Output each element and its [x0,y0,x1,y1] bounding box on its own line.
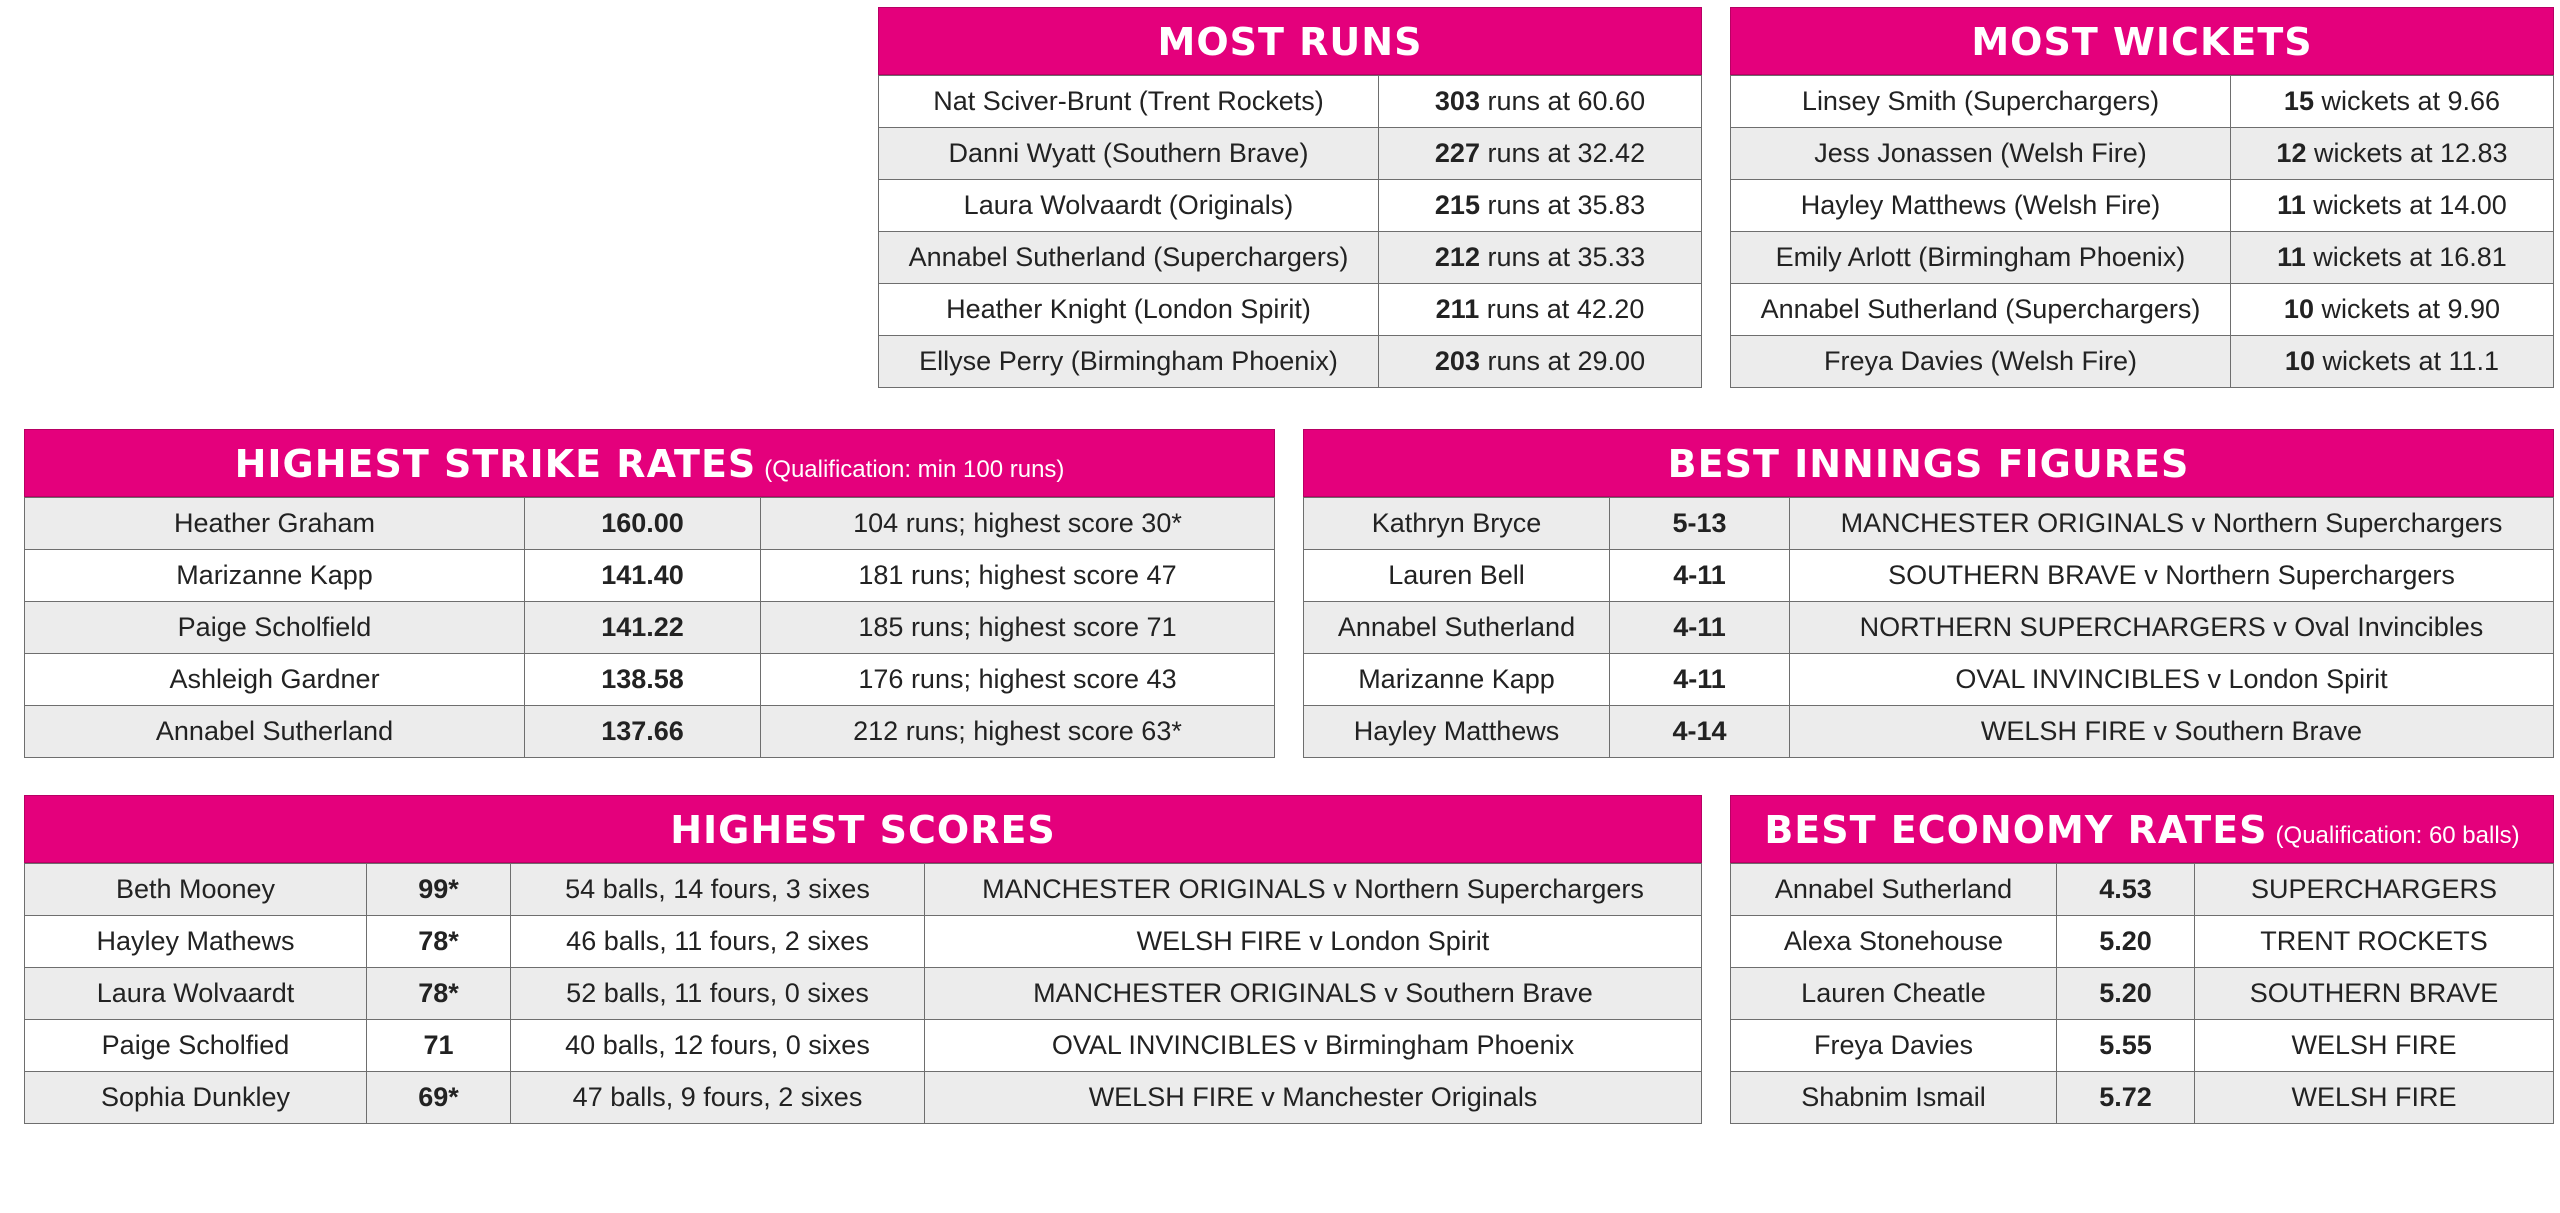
player-cell: Linsey Smith (Superchargers) [1731,76,2231,128]
match-cell: SOUTHERN BRAVE v Northern Superchargers [1790,550,2554,602]
detail-cell: 176 runs; highest score 43 [761,654,1275,706]
player-cell: Freya Davies [1731,1020,2057,1072]
table-row [1731,916,2554,968]
table-row [25,706,1275,758]
most-wickets-panel [1730,7,2554,388]
table-row [1731,76,2554,128]
table-row [25,498,1275,550]
rate-cell: 137.66 [525,706,761,758]
stat-cell: 303 runs at 60.60 [1379,76,1702,128]
table-row [1731,1072,2554,1124]
highest-scores-table [24,863,1702,1124]
player-cell: Alexa Stonehouse [1731,916,2057,968]
table-row [879,128,1702,180]
team-cell: TRENT ROCKETS [2195,916,2554,968]
strike-rates-panel [24,429,1275,758]
player-cell: Ellyse Perry (Birmingham Phoenix) [879,336,1379,388]
team-cell: SUPERCHARGERS [2195,864,2554,916]
player-cell: Danni Wyatt (Southern Brave) [879,128,1379,180]
stat-cell: 10 wickets at 9.90 [2231,284,2554,336]
best-innings-title: BEST INNINGS FIGURES [1667,442,2190,486]
table-row [879,336,1702,388]
most-wickets-header [1730,7,2554,75]
rate-cell: 141.22 [525,602,761,654]
player-cell: Marizanne Kapp [25,550,525,602]
player-cell: Hayley Matthews (Welsh Fire) [1731,180,2231,232]
economy-rates-header [1730,795,2554,863]
table-row [25,1072,1702,1124]
highest-scores-panel [24,795,1702,1124]
best-innings-table [1303,497,2554,758]
table-row [1731,1020,2554,1072]
most-wickets-table [1730,75,2554,388]
economy-rates-panel [1730,795,2554,1124]
figures-cell: 4-11 [1610,654,1790,706]
table-row [1304,498,2554,550]
detail-cell: 47 balls, 9 fours, 2 sixes [511,1072,925,1124]
player-cell: Laura Wolvaardt (Originals) [879,180,1379,232]
most-runs-panel [878,7,1702,388]
table-row [25,550,1275,602]
table-row [1304,602,2554,654]
team-cell: WELSH FIRE [2195,1072,2554,1124]
player-cell: Sophia Dunkley [25,1072,367,1124]
economy-rates-note: (Qualification: 60 balls) [2275,822,2520,849]
rate-cell: 138.58 [525,654,761,706]
strike-rates-table [24,497,1275,758]
table-row [1731,968,2554,1020]
player-cell: Annabel Sutherland [1304,602,1610,654]
table-row [1731,232,2554,284]
most-wickets-title: MOST WICKETS [1971,20,2313,64]
table-row [25,916,1702,968]
detail-cell: 46 balls, 11 fours, 2 sixes [511,916,925,968]
detail-cell: 104 runs; highest score 30* [761,498,1275,550]
detail-cell: 181 runs; highest score 47 [761,550,1275,602]
match-cell: MANCHESTER ORIGINALS v Southern Brave [925,968,1702,1020]
match-cell: MANCHESTER ORIGINALS v Northern Superchargers [925,864,1702,916]
figures-cell: 4-11 [1610,602,1790,654]
table-row [1731,128,2554,180]
table-row [1304,654,2554,706]
detail-cell: 185 runs; highest score 71 [761,602,1275,654]
table-row [25,602,1275,654]
table-row [879,232,1702,284]
match-cell: NORTHERN SUPERCHARGERS v Oval Invincibles [1790,602,2554,654]
stat-cell: 211 runs at 42.20 [1379,284,1702,336]
match-cell: WELSH FIRE v London Spirit [925,916,1702,968]
table-row [1304,706,2554,758]
best-innings-header [1303,429,2554,497]
stat-cell: 11 wickets at 16.81 [2231,232,2554,284]
stat-cell: 227 runs at 32.42 [1379,128,1702,180]
player-cell: Paige Scholfied [25,1020,367,1072]
most-runs-header [878,7,1702,75]
player-cell: Lauren Cheatle [1731,968,2057,1020]
player-cell: Annabel Sutherland [25,706,525,758]
figures-cell: 4-11 [1610,550,1790,602]
score-cell: 69* [367,1072,511,1124]
stat-cell: 215 runs at 35.83 [1379,180,1702,232]
stat-cell: 212 runs at 35.33 [1379,232,1702,284]
stat-cell: 11 wickets at 14.00 [2231,180,2554,232]
team-cell: WELSH FIRE [2195,1020,2554,1072]
match-cell: OVAL INVINCIBLES v Birmingham Phoenix [925,1020,1702,1072]
score-cell: 99* [367,864,511,916]
player-cell: Hayley Mathews [25,916,367,968]
player-cell: Jess Jonassen (Welsh Fire) [1731,128,2231,180]
player-cell: Laura Wolvaardt [25,968,367,1020]
best-innings-panel [1303,429,2554,758]
detail-cell: 52 balls, 11 fours, 0 sixes [511,968,925,1020]
table-row [25,968,1702,1020]
figures-cell: 4-14 [1610,706,1790,758]
table-row [879,76,1702,128]
player-cell: Freya Davies (Welsh Fire) [1731,336,2231,388]
table-row [1731,336,2554,388]
strike-rates-note: (Qualification: min 100 runs) [764,456,1065,483]
rate-cell: 4.53 [2057,864,2195,916]
table-row [1731,864,2554,916]
strike-rates-title: HIGHEST STRIKE RATES [234,442,757,486]
match-cell: OVAL INVINCIBLES v London Spirit [1790,654,2554,706]
rate-cell: 5.20 [2057,968,2195,1020]
detail-cell: 54 balls, 14 fours, 3 sixes [511,864,925,916]
rate-cell: 5.55 [2057,1020,2195,1072]
table-row [879,284,1702,336]
match-cell: MANCHESTER ORIGINALS v Northern Superchargers [1790,498,2554,550]
highest-scores-header [24,795,1702,863]
score-cell: 78* [367,916,511,968]
player-cell: Annabel Sutherland (Superchargers) [1731,284,2231,336]
match-cell: WELSH FIRE v Southern Brave [1790,706,2554,758]
player-cell: Marizanne Kapp [1304,654,1610,706]
rate-cell: 160.00 [525,498,761,550]
stat-cell: 10 wickets at 11.1 [2231,336,2554,388]
table-row [25,1020,1702,1072]
score-cell: 71 [367,1020,511,1072]
highest-scores-title: HIGHEST SCORES [670,808,1056,852]
table-row [1731,284,2554,336]
player-cell: Nat Sciver-Brunt (Trent Rockets) [879,76,1379,128]
team-cell: SOUTHERN BRAVE [2195,968,2554,1020]
detail-cell: 212 runs; highest score 63* [761,706,1275,758]
player-cell: Lauren Bell [1304,550,1610,602]
most-runs-table [878,75,1702,388]
player-cell: Ashleigh Gardner [25,654,525,706]
detail-cell: 40 balls, 12 fours, 0 sixes [511,1020,925,1072]
player-cell: Paige Scholfield [25,602,525,654]
strike-rates-header [24,429,1275,497]
table-row [1304,550,2554,602]
economy-rates-title: BEST ECONOMY RATES [1764,808,2268,852]
player-cell: Shabnim Ismail [1731,1072,2057,1124]
player-cell: Heather Knight (London Spirit) [879,284,1379,336]
figures-cell: 5-13 [1610,498,1790,550]
player-cell: Hayley Matthews [1304,706,1610,758]
table-row [879,180,1702,232]
economy-rates-table [1730,863,2554,1124]
stat-cell: 12 wickets at 12.83 [2231,128,2554,180]
player-cell: Kathryn Bryce [1304,498,1610,550]
player-cell: Beth Mooney [25,864,367,916]
player-cell: Emily Arlott (Birmingham Phoenix) [1731,232,2231,284]
score-cell: 78* [367,968,511,1020]
stat-cell: 203 runs at 29.00 [1379,336,1702,388]
table-row [1731,180,2554,232]
rate-cell: 5.20 [2057,916,2195,968]
player-cell: Annabel Sutherland [1731,864,2057,916]
stat-cell: 15 wickets at 9.66 [2231,76,2554,128]
most-runs-title: MOST RUNS [1157,20,1423,64]
table-row [25,864,1702,916]
player-cell: Heather Graham [25,498,525,550]
player-cell: Annabel Sutherland (Superchargers) [879,232,1379,284]
rate-cell: 5.72 [2057,1072,2195,1124]
rate-cell: 141.40 [525,550,761,602]
table-row [25,654,1275,706]
match-cell: WELSH FIRE v Manchester Originals [925,1072,1702,1124]
